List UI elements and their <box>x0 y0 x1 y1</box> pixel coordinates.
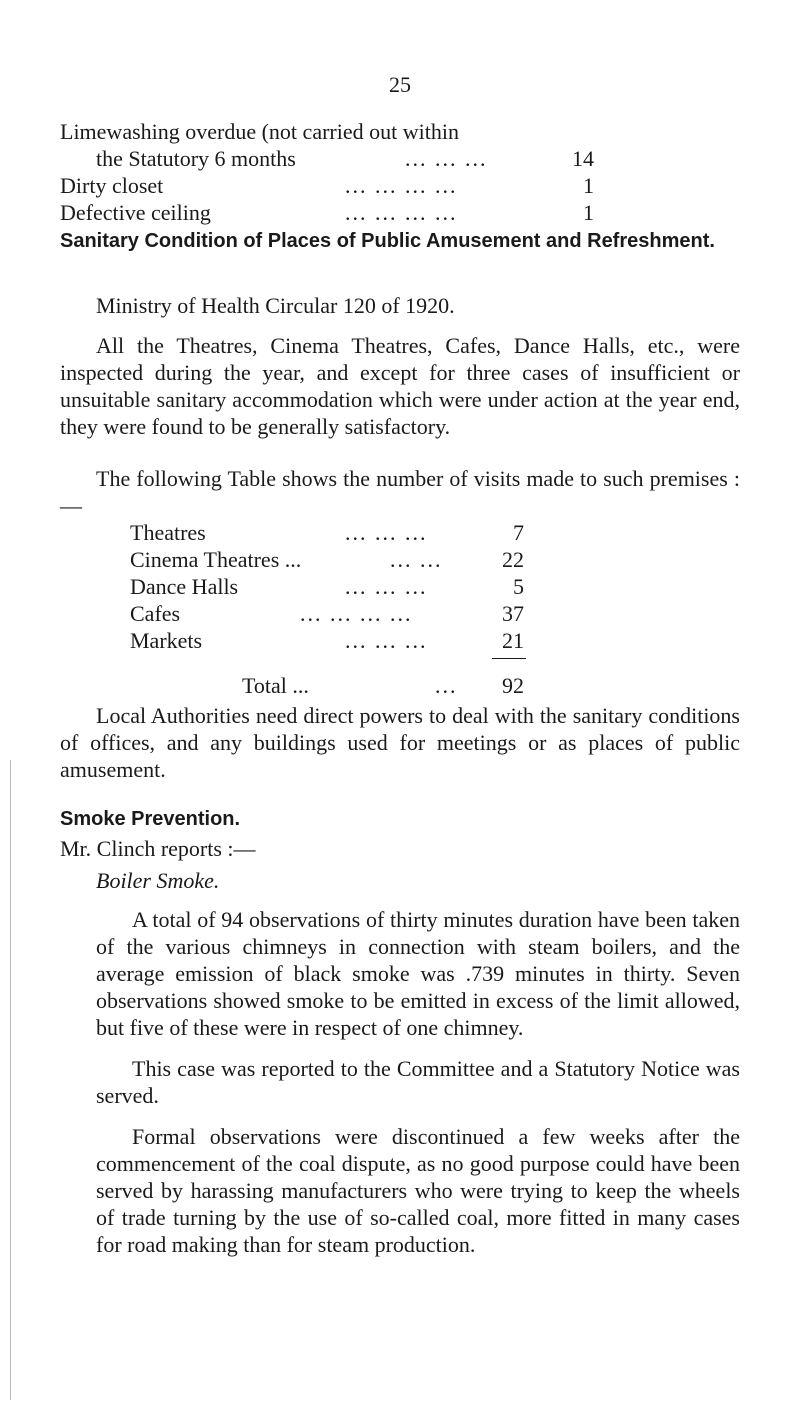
table-row: Markets ... ... ... 21 <box>130 628 524 653</box>
paragraph: Formal observations were discontinued a few weeks after the commencement of the coal dispute, as no good purpose could have been served by harassing manufacturers who were trying to keep the wheels of trade turning by the use of so-called coal, more fitted in many cases for road making than for steam production. <box>96 1124 740 1257</box>
paragraph: A total of 94 observations of thirty minutes duration have been taken of the various chimneys in connection with steam boilers, and the average emission of black smoke was .739 minutes in thirty. Seven observations showed smoke to be emitted in excess of the limit allowed, but five of these were in respect of one chimney. <box>96 907 740 1040</box>
paragraph: Local Authorities need direct powers to deal with the sanitary conditions of offices, and any buildings used for meetings or as places of public amusement. <box>60 703 740 782</box>
margin-line <box>10 760 11 1400</box>
section-heading-sanitary: Sanitary Condition of Places of Public Amusement and Refreshment. <box>60 230 715 252</box>
table-row: Cinema Theatres ... ... ... 22 <box>130 547 524 572</box>
subheading-boiler-smoke: Boiler Smoke. <box>96 868 220 893</box>
paragraph: The following Table shows the number of visits made to such premises :— <box>60 466 740 518</box>
total-row: Total ... ... 92 <box>242 673 524 698</box>
quoted-report <box>96 906 740 1258</box>
total-value: 92 <box>502 673 524 698</box>
circular-line: Ministry of Health Circular 120 of 1920. <box>96 293 455 318</box>
list-item: Limewashing overdue (not carried out within <box>60 119 459 144</box>
list-item: Defective ceiling ... ... ... ... 1 <box>60 200 594 225</box>
total-rule <box>492 658 526 659</box>
table-row: Cafes ... ... ... ... 37 <box>130 601 524 626</box>
page-number: 25 <box>389 72 411 97</box>
visits-table <box>60 519 740 654</box>
reports-line: Mr. Clinch reports :— <box>60 836 256 861</box>
section-heading-smoke: Smoke Prevention. <box>60 808 241 830</box>
table-row: Dance Halls ... ... ... 5 <box>130 574 524 599</box>
total-label: Total ... <box>242 673 309 698</box>
inspection-list <box>60 118 740 226</box>
list-item: Dirty closet ... ... ... ... 1 <box>60 173 594 198</box>
paragraph: All the Theatres, Cinema Theatres, Cafes, Dance Halls, etc., were inspected during the year, and except for three cases of insufficient or unsuitable sanitary accommodation which were under action at the year end, they were found to be generally satisfactory. <box>60 333 740 439</box>
table-row: Theatres ... ... ... 7 <box>130 520 524 545</box>
list-item: the Statutory 6 months ... ... ... 14 <box>96 146 594 171</box>
paragraph: This case was reported to the Committee and a Statutory Notice was served. <box>96 1056 740 1108</box>
